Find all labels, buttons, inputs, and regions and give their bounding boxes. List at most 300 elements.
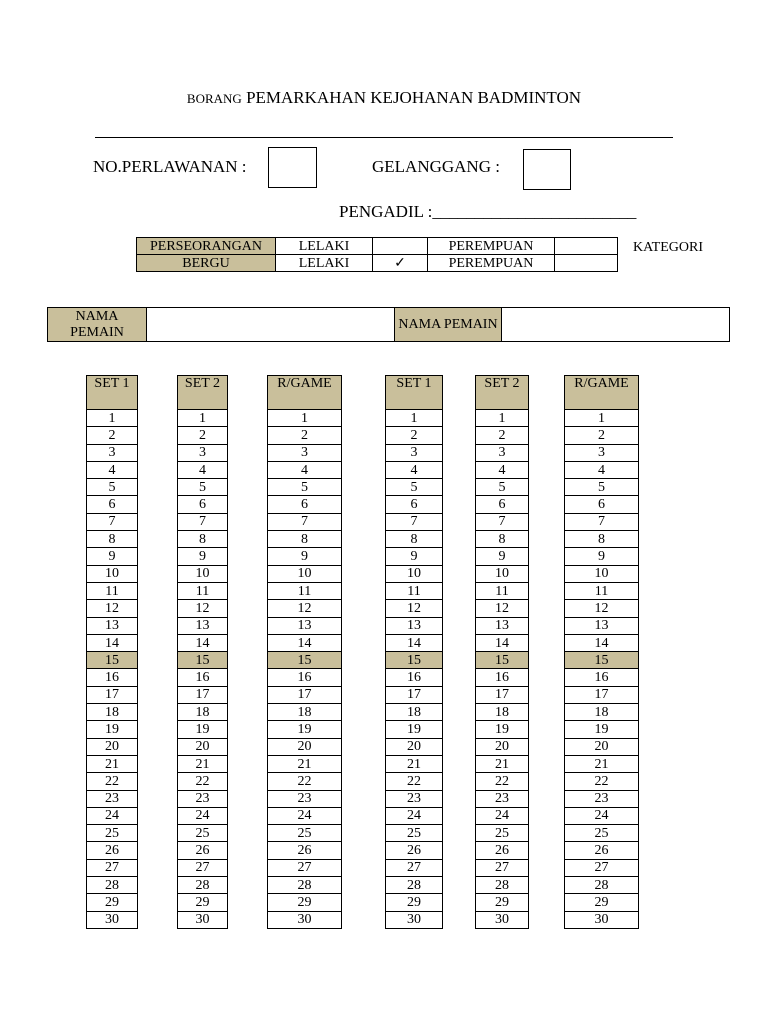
score-cell[interactable]: 1 (178, 410, 228, 427)
score-row (87, 859, 138, 876)
score-cell[interactable]: 5 (476, 479, 529, 496)
score-row (386, 790, 443, 807)
score-cell[interactable]: 20 (178, 738, 228, 755)
score-cell[interactable]: 24 (565, 807, 639, 824)
score-column-set1-a (86, 375, 138, 929)
score-row (268, 410, 342, 427)
score-row (178, 825, 228, 842)
score-cell[interactable]: 7 (178, 513, 228, 530)
score-cell[interactable]: 19 (178, 721, 228, 738)
score-cell[interactable]: 6 (386, 496, 443, 513)
score-cell[interactable]: 22 (476, 773, 529, 790)
score-cell[interactable]: 9 (178, 548, 228, 565)
score-row (386, 669, 443, 686)
score-cell[interactable]: 16 (268, 669, 342, 686)
score-cell[interactable]: 13 (386, 617, 443, 634)
score-cell[interactable]: 5 (268, 479, 342, 496)
score-row (178, 790, 228, 807)
score-cell[interactable]: 12 (87, 600, 138, 617)
referee-field[interactable]: PENGADIL :________________________ (339, 202, 637, 221)
score-row (87, 548, 138, 565)
score-cell[interactable]: 20 (268, 738, 342, 755)
score-row (87, 479, 138, 496)
score-cell[interactable]: 30 (565, 911, 639, 928)
score-cell[interactable]: 17 (565, 686, 639, 703)
score-cell[interactable]: 10 (386, 565, 443, 582)
score-cell[interactable]: 14 (476, 634, 529, 651)
score-row (178, 617, 228, 634)
score-cell[interactable]: 2 (565, 427, 639, 444)
score-row (386, 531, 443, 548)
score-row (386, 755, 443, 772)
score-cell[interactable]: 13 (87, 617, 138, 634)
score-cell[interactable]: 25 (87, 825, 138, 842)
score-row (178, 721, 228, 738)
score-column-header: R/GAME (565, 376, 639, 410)
score-row (268, 877, 342, 894)
score-cell[interactable]: 17 (386, 686, 443, 703)
score-cell[interactable]: 11 (476, 582, 529, 599)
score-row (87, 686, 138, 703)
score-cell[interactable]: 12 (386, 600, 443, 617)
score-cell[interactable]: 8 (476, 531, 529, 548)
score-cell[interactable]: 19 (87, 721, 138, 738)
score-cell[interactable]: 23 (386, 790, 443, 807)
score-row (87, 755, 138, 772)
score-cell[interactable]: 25 (268, 825, 342, 842)
score-cell[interactable]: 1 (565, 410, 639, 427)
score-cell[interactable]: 8 (386, 531, 443, 548)
score-cell[interactable]: 28 (87, 877, 138, 894)
score-cell[interactable]: 17 (476, 686, 529, 703)
score-cell[interactable]: 29 (386, 894, 443, 911)
score-cell[interactable]: 26 (178, 842, 228, 859)
score-cell[interactable]: 24 (87, 807, 138, 824)
score-row (476, 825, 529, 842)
score-row (268, 807, 342, 824)
score-cell[interactable]: 27 (476, 859, 529, 876)
male-check-cell[interactable] (373, 238, 428, 255)
score-cell[interactable]: 19 (268, 721, 342, 738)
score-cell[interactable]: 29 (87, 894, 138, 911)
score-row (565, 634, 639, 651)
score-row (268, 652, 342, 669)
score-cell[interactable]: 21 (476, 755, 529, 772)
score-row (386, 859, 443, 876)
score-cell[interactable]: 21 (178, 755, 228, 772)
score-cell[interactable]: 13 (178, 617, 228, 634)
score-cell[interactable]: 10 (87, 565, 138, 582)
score-row (476, 496, 529, 513)
score-row (476, 461, 529, 478)
score-cell[interactable]: 28 (178, 877, 228, 894)
score-cell[interactable]: 3 (87, 444, 138, 461)
score-cell[interactable]: 14 (87, 634, 138, 651)
score-row (87, 634, 138, 651)
female-check-cell[interactable] (555, 238, 618, 255)
court-field[interactable] (523, 149, 571, 190)
score-cell[interactable]: 30 (386, 911, 443, 928)
score-cell[interactable]: 18 (386, 704, 443, 721)
score-row (565, 704, 639, 721)
score-cell[interactable]: 22 (178, 773, 228, 790)
score-row (268, 704, 342, 721)
score-cell[interactable]: 15 (268, 652, 342, 669)
score-cell[interactable]: 29 (476, 894, 529, 911)
score-cell[interactable]: 10 (476, 565, 529, 582)
score-cell[interactable]: 8 (268, 531, 342, 548)
player-name-label-left: NAMA PEMAIN (48, 308, 147, 342)
score-cell[interactable]: 26 (87, 842, 138, 859)
score-cell[interactable]: 8 (565, 531, 639, 548)
score-row (476, 617, 529, 634)
score-row (565, 807, 639, 824)
score-cell[interactable]: 11 (268, 582, 342, 599)
score-row (565, 738, 639, 755)
score-cell[interactable]: 18 (178, 704, 228, 721)
score-cell[interactable]: 26 (476, 842, 529, 859)
score-cell[interactable]: 11 (178, 582, 228, 599)
score-row (476, 410, 529, 427)
score-row (268, 790, 342, 807)
score-row (565, 721, 639, 738)
gender-male-cell: LELAKI (276, 238, 373, 255)
score-row (565, 877, 639, 894)
score-cell[interactable]: 11 (565, 582, 639, 599)
score-cell[interactable]: 9 (268, 548, 342, 565)
score-row (476, 773, 529, 790)
score-cell[interactable]: 14 (386, 634, 443, 651)
score-column-set2-b (475, 375, 529, 929)
score-cell[interactable]: 18 (565, 704, 639, 721)
score-row (565, 582, 639, 599)
score-cell[interactable]: 3 (386, 444, 443, 461)
score-cell[interactable]: 21 (386, 755, 443, 772)
score-cell[interactable]: 17 (268, 686, 342, 703)
score-cell[interactable]: 26 (386, 842, 443, 859)
score-cell[interactable]: 17 (87, 686, 138, 703)
match-number-label: NO.PERLAWANAN : (93, 157, 247, 176)
score-cell[interactable]: 15 (87, 652, 138, 669)
score-cell[interactable]: 12 (178, 600, 228, 617)
score-cell[interactable]: 5 (87, 479, 138, 496)
score-cell[interactable]: 21 (87, 755, 138, 772)
score-cell[interactable]: 17 (178, 686, 228, 703)
score-cell[interactable]: 11 (386, 582, 443, 599)
score-cell[interactable]: 1 (268, 410, 342, 427)
category-table (136, 237, 618, 272)
score-cell[interactable]: 2 (87, 427, 138, 444)
score-row (565, 669, 639, 686)
score-cell[interactable]: 23 (178, 790, 228, 807)
score-row (87, 877, 138, 894)
score-cell[interactable]: 26 (268, 842, 342, 859)
score-row (476, 634, 529, 651)
score-cell[interactable]: 25 (476, 825, 529, 842)
score-cell[interactable]: 23 (268, 790, 342, 807)
score-cell[interactable]: 25 (386, 825, 443, 842)
score-row (476, 479, 529, 496)
score-cell[interactable]: 24 (476, 807, 529, 824)
court-label: GELANGGANG : (372, 157, 500, 176)
score-row (565, 755, 639, 772)
player-name-field-right[interactable] (502, 308, 730, 342)
score-cell[interactable]: 22 (386, 773, 443, 790)
score-cell[interactable]: 9 (386, 548, 443, 565)
score-cell[interactable]: 25 (565, 825, 639, 842)
score-cell[interactable]: 5 (565, 479, 639, 496)
score-cell[interactable]: 27 (87, 859, 138, 876)
score-row (386, 513, 443, 530)
score-row (476, 565, 529, 582)
score-cell[interactable]: 29 (178, 894, 228, 911)
score-cell[interactable]: 3 (268, 444, 342, 461)
score-cell[interactable]: 20 (386, 738, 443, 755)
score-cell[interactable]: 6 (87, 496, 138, 513)
score-row (178, 859, 228, 876)
score-row (178, 496, 228, 513)
score-cell[interactable]: 24 (386, 807, 443, 824)
score-row (565, 427, 639, 444)
score-row (87, 704, 138, 721)
score-cell[interactable]: 1 (87, 410, 138, 427)
score-row (386, 704, 443, 721)
score-cell[interactable]: 10 (268, 565, 342, 582)
score-cell[interactable]: 4 (178, 461, 228, 478)
score-cell[interactable]: 15 (178, 652, 228, 669)
score-cell[interactable]: 18 (87, 704, 138, 721)
score-row (476, 669, 529, 686)
score-cell[interactable]: 12 (268, 600, 342, 617)
score-row (386, 427, 443, 444)
score-cell[interactable]: 4 (476, 461, 529, 478)
score-cell[interactable]: 21 (565, 755, 639, 772)
score-cell[interactable]: 9 (87, 548, 138, 565)
score-row (476, 790, 529, 807)
score-row (87, 531, 138, 548)
score-cell[interactable]: 12 (565, 600, 639, 617)
score-cell[interactable]: 29 (268, 894, 342, 911)
score-cell[interactable]: 26 (565, 842, 639, 859)
score-cell[interactable]: 16 (386, 669, 443, 686)
player-name-label-right: NAMA PEMAIN (395, 308, 502, 342)
score-cell[interactable]: 24 (178, 807, 228, 824)
score-cell[interactable]: 9 (476, 548, 529, 565)
score-cell[interactable]: 9 (565, 548, 639, 565)
score-cell[interactable]: 8 (178, 531, 228, 548)
score-cell[interactable]: 14 (565, 634, 639, 651)
category-row-single (137, 238, 618, 255)
score-row (565, 565, 639, 582)
score-cell[interactable]: 15 (386, 652, 443, 669)
score-cell[interactable]: 6 (178, 496, 228, 513)
score-cell[interactable]: 23 (476, 790, 529, 807)
score-cell[interactable]: 15 (476, 652, 529, 669)
score-cell[interactable]: 23 (565, 790, 639, 807)
score-row (268, 548, 342, 565)
score-row (565, 652, 639, 669)
score-cell[interactable]: 4 (87, 461, 138, 478)
category-row-doubles (137, 255, 618, 272)
score-cell[interactable]: 7 (268, 513, 342, 530)
score-row (268, 634, 342, 651)
score-cell[interactable]: 16 (565, 669, 639, 686)
score-row (386, 773, 443, 790)
score-cell[interactable]: 16 (87, 669, 138, 686)
score-row (565, 686, 639, 703)
score-row (178, 548, 228, 565)
score-cell[interactable]: 2 (268, 427, 342, 444)
score-row (386, 825, 443, 842)
score-row (87, 617, 138, 634)
score-cell[interactable]: 13 (476, 617, 529, 634)
score-cell[interactable]: 29 (565, 894, 639, 911)
score-cell[interactable]: 30 (476, 911, 529, 928)
male-check-cell[interactable]: ✓ (373, 255, 428, 272)
score-cell[interactable]: 16 (178, 669, 228, 686)
score-row (268, 669, 342, 686)
score-cell[interactable]: 2 (386, 427, 443, 444)
score-row (178, 461, 228, 478)
score-cell[interactable]: 14 (268, 634, 342, 651)
score-cell[interactable]: 3 (565, 444, 639, 461)
score-cell[interactable]: 30 (87, 911, 138, 928)
score-cell[interactable]: 19 (386, 721, 443, 738)
score-cell[interactable]: 24 (268, 807, 342, 824)
score-cell[interactable]: 4 (386, 461, 443, 478)
score-row (476, 877, 529, 894)
score-cell[interactable]: 13 (268, 617, 342, 634)
score-cell[interactable]: 2 (476, 427, 529, 444)
score-cell[interactable]: 5 (386, 479, 443, 496)
score-cell[interactable]: 22 (565, 773, 639, 790)
score-cell[interactable]: 10 (565, 565, 639, 582)
score-row (268, 427, 342, 444)
score-row (87, 652, 138, 669)
score-cell[interactable]: 1 (386, 410, 443, 427)
score-cell[interactable]: 23 (87, 790, 138, 807)
score-row (178, 773, 228, 790)
score-row (565, 842, 639, 859)
score-cell[interactable]: 14 (178, 634, 228, 651)
score-cell[interactable]: 27 (178, 859, 228, 876)
score-cell[interactable]: 20 (476, 738, 529, 755)
match-number-field[interactable] (268, 147, 317, 188)
score-cell[interactable]: 28 (268, 877, 342, 894)
score-cell[interactable]: 13 (565, 617, 639, 634)
score-row (386, 444, 443, 461)
score-cell[interactable]: 6 (268, 496, 342, 513)
score-row (268, 513, 342, 530)
score-cell[interactable]: 3 (476, 444, 529, 461)
score-row (178, 894, 228, 911)
score-cell[interactable]: 12 (476, 600, 529, 617)
score-cell[interactable]: 6 (565, 496, 639, 513)
score-cell[interactable]: 10 (178, 565, 228, 582)
score-cell[interactable]: 15 (565, 652, 639, 669)
score-cell[interactable]: 16 (476, 669, 529, 686)
score-cell[interactable]: 19 (476, 721, 529, 738)
score-cell[interactable]: 5 (178, 479, 228, 496)
score-row (268, 738, 342, 755)
score-cell[interactable]: 4 (565, 461, 639, 478)
score-row (268, 600, 342, 617)
score-row (87, 807, 138, 824)
score-cell[interactable]: 21 (268, 755, 342, 772)
score-cell[interactable]: 20 (565, 738, 639, 755)
score-row (565, 825, 639, 842)
score-cell[interactable]: 28 (476, 877, 529, 894)
form-title (0, 88, 768, 108)
score-cell[interactable]: 6 (476, 496, 529, 513)
score-cell[interactable]: 22 (87, 773, 138, 790)
score-row (87, 600, 138, 617)
score-cell[interactable]: 27 (565, 859, 639, 876)
score-cell[interactable]: 27 (386, 859, 443, 876)
score-cell[interactable]: 25 (178, 825, 228, 842)
score-cell[interactable]: 11 (87, 582, 138, 599)
player-name-field-left[interactable] (147, 308, 395, 342)
score-row (476, 704, 529, 721)
score-cell[interactable]: 28 (565, 877, 639, 894)
score-row (476, 444, 529, 461)
score-cell[interactable]: 18 (476, 704, 529, 721)
score-row (268, 755, 342, 772)
score-row (386, 911, 443, 928)
score-cell[interactable]: 27 (268, 859, 342, 876)
category-label: KATEGORI (633, 240, 703, 255)
score-row (178, 842, 228, 859)
score-cell[interactable]: 22 (268, 773, 342, 790)
score-row (87, 496, 138, 513)
score-cell[interactable]: 19 (565, 721, 639, 738)
score-row (476, 721, 529, 738)
female-check-cell[interactable] (555, 255, 618, 272)
score-row (87, 842, 138, 859)
score-cell[interactable]: 30 (268, 911, 342, 928)
score-row (386, 496, 443, 513)
score-cell[interactable]: 8 (87, 531, 138, 548)
score-cell[interactable]: 7 (87, 513, 138, 530)
score-cell[interactable]: 20 (87, 738, 138, 755)
score-cell[interactable]: 7 (386, 513, 443, 530)
score-row (87, 427, 138, 444)
score-row (386, 565, 443, 582)
score-row (87, 894, 138, 911)
gender-female-cell: PEREMPUAN (428, 255, 555, 272)
score-cell[interactable]: 7 (476, 513, 529, 530)
score-cell[interactable]: 4 (268, 461, 342, 478)
score-cell[interactable]: 3 (178, 444, 228, 461)
score-row (87, 790, 138, 807)
score-cell[interactable]: 7 (565, 513, 639, 530)
score-cell[interactable]: 1 (476, 410, 529, 427)
score-row (476, 894, 529, 911)
score-cell[interactable]: 18 (268, 704, 342, 721)
score-cell[interactable]: 28 (386, 877, 443, 894)
score-row (178, 531, 228, 548)
score-column-set2-a (177, 375, 228, 929)
category-type-cell: BERGU (137, 255, 276, 272)
score-row (178, 911, 228, 928)
score-cell[interactable]: 2 (178, 427, 228, 444)
score-column-header: SET 1 (87, 376, 138, 410)
score-row (268, 496, 342, 513)
score-cell[interactable]: 30 (178, 911, 228, 928)
score-row (386, 807, 443, 824)
score-column-header: SET 1 (386, 376, 443, 410)
score-row (476, 859, 529, 876)
